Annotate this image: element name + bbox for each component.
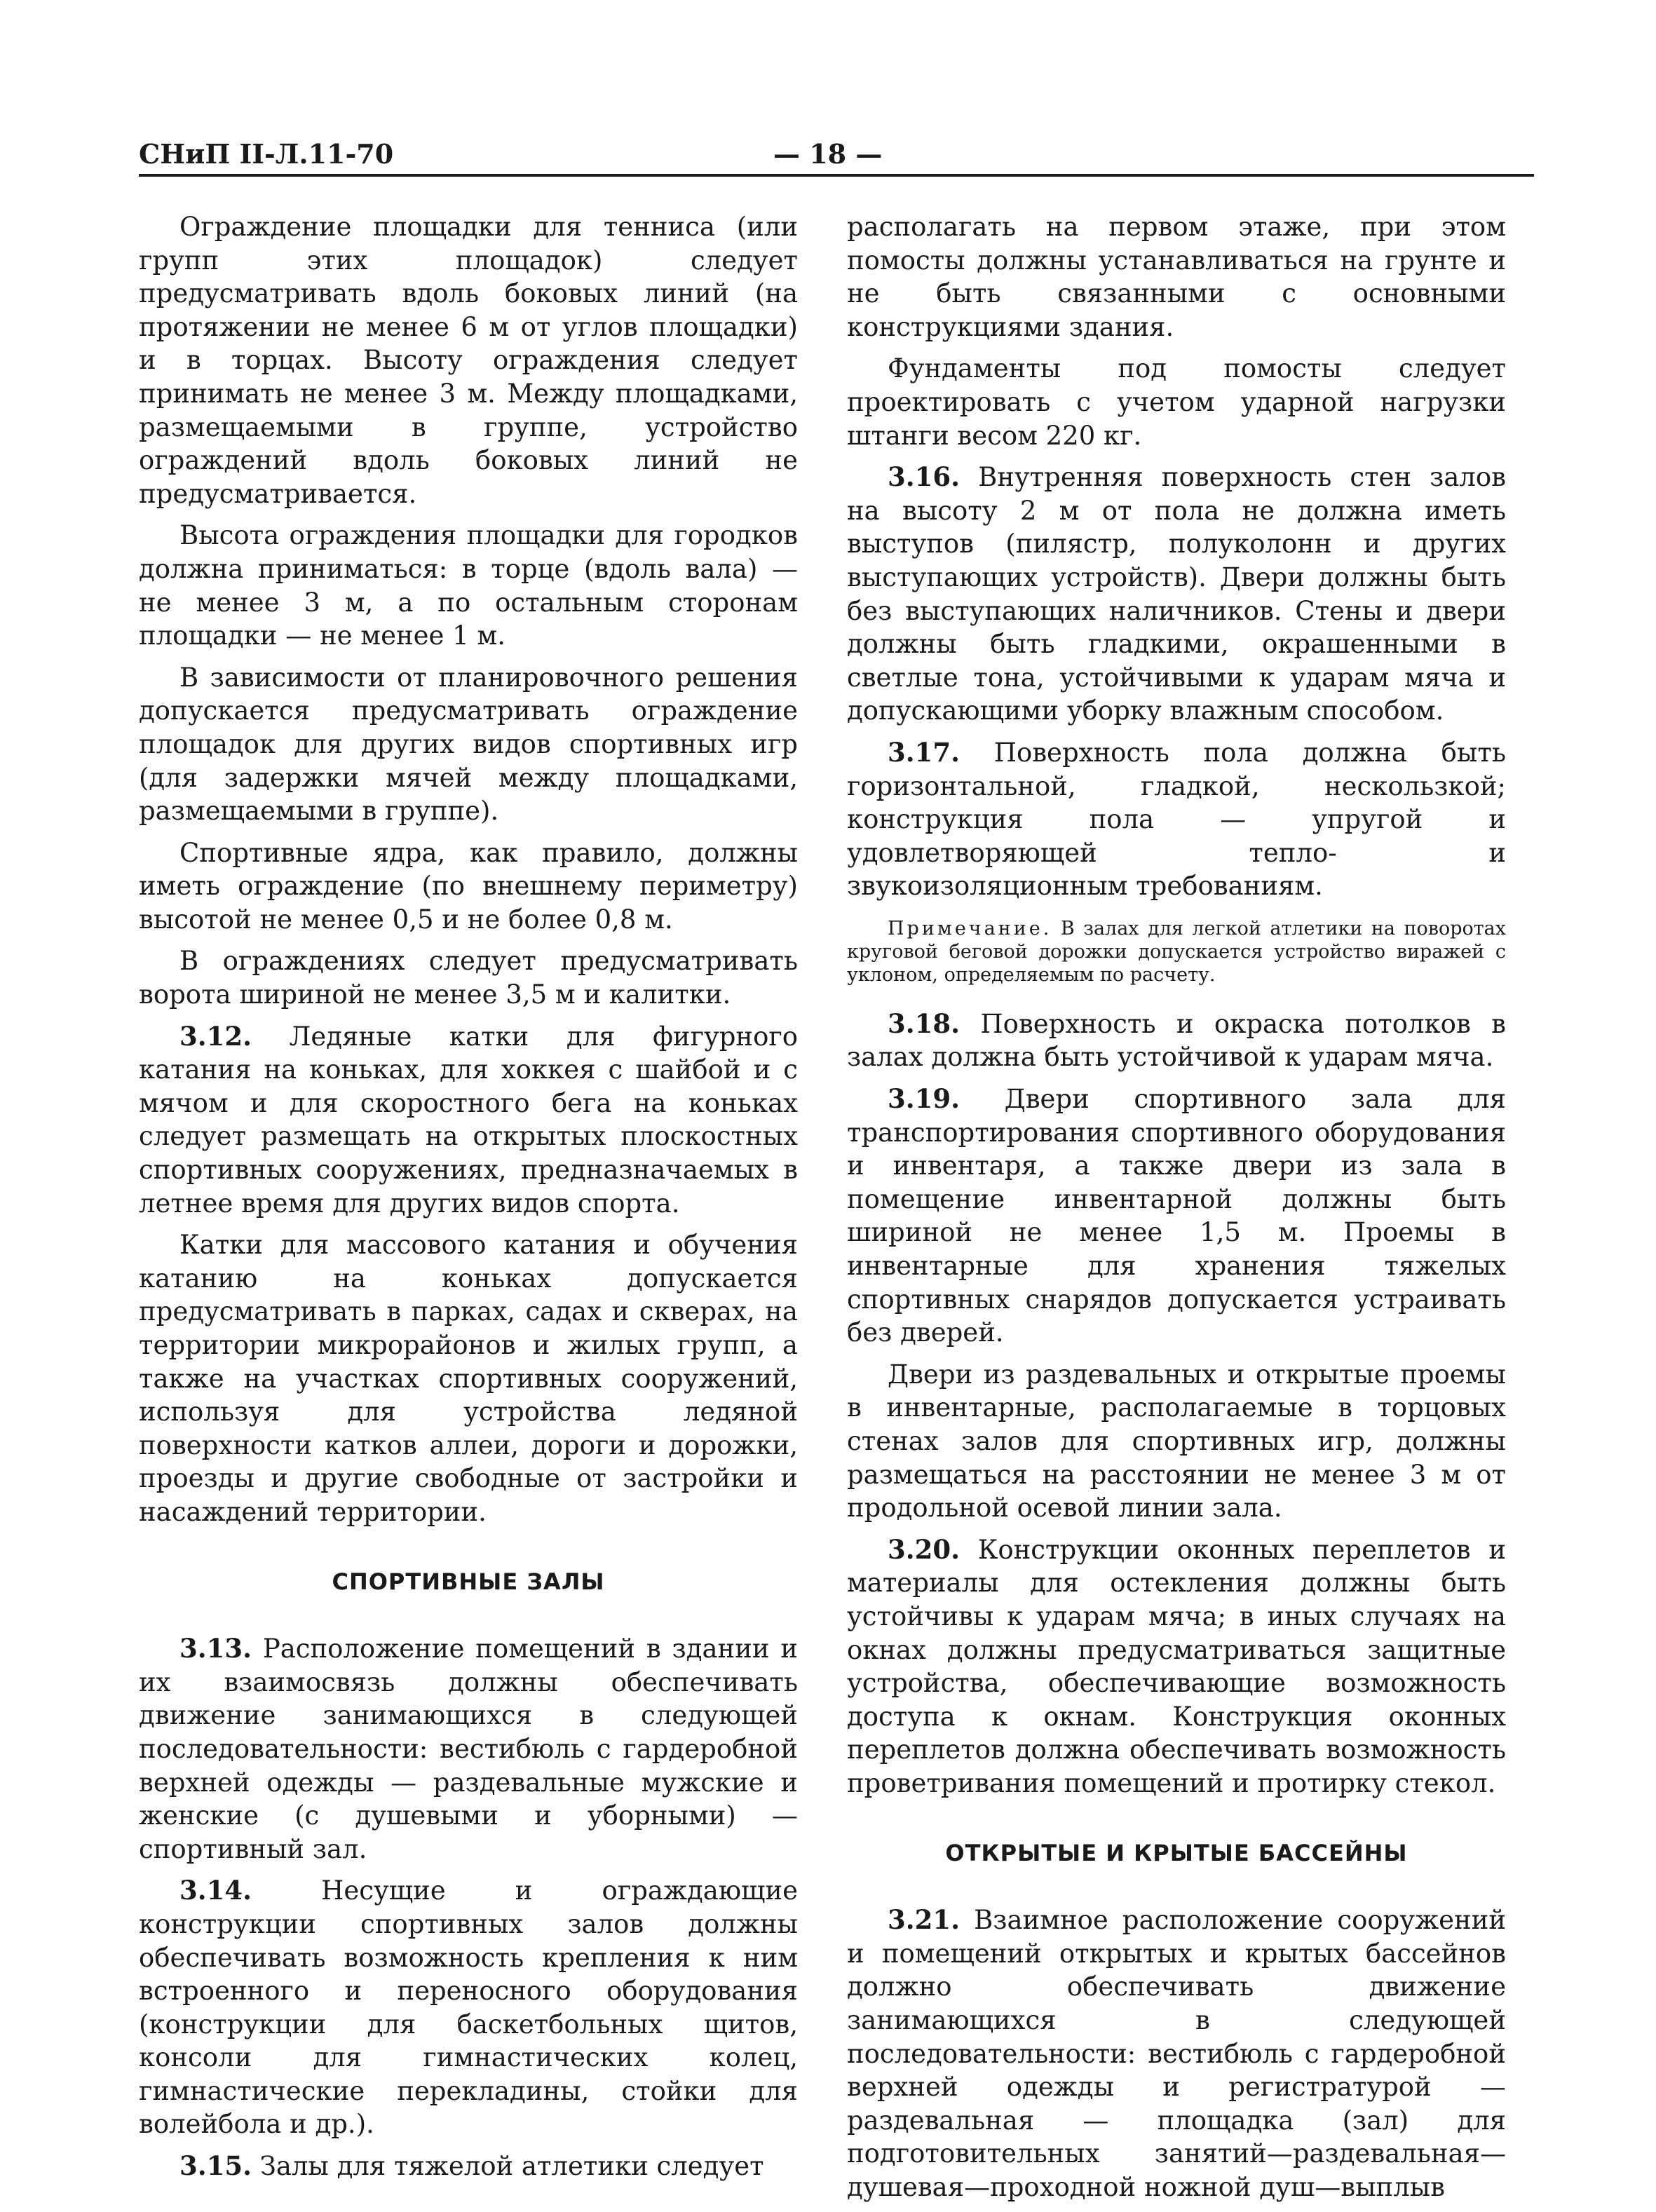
clause-text: Расположение помещений в здании и их взаимосвязь должны обеспечивать движение занимающихся в следующей последовательности: вестибюль с гардеробной верхней одежды — раздевальные мужские и женские (с душевыми и уборными) — спортивный зал. bbox=[139, 1634, 798, 1864]
paragraph: В зависимости от планировочного решения допускается предусматривать ограждение площадок для других видов спортивных игр (для задержки мячей между площадками, размещаемыми в группе). bbox=[139, 662, 798, 827]
clause-3-16 bbox=[847, 461, 1506, 728]
clause-text: Двери спортивного зала для транспортирования спортивного оборудования и инвентаря, а также двери из зала в помещение инвентарной должны быть шириной не менее 1,5 м. Проемы в инвентарные для хранения тяжелых спортивных снарядов допускается устраивать без дверей. bbox=[847, 1084, 1506, 1348]
clause-text: Поверхность пола должна быть горизонтальной, гладкой, нескользкой; конструкция пола — упругой и удовлетворяющей тепло- и звукоизоляционным требованиям. bbox=[847, 737, 1506, 902]
section-heading-sport-halls: СПОРТИВНЫЕ ЗАЛЫ bbox=[332, 1568, 605, 1595]
clause-number: 3.14. bbox=[179, 1875, 252, 1906]
paragraph: Высота ограждения площадки для городков должна приниматься: в торце (вдоль вала) — не менее 3 м, а по остальным сторонам площадки — не менее 1 м. bbox=[139, 520, 798, 651]
note-text: В залах для легкой атлетики на поворотах круговой беговой дорожки допускается устройство виражей с уклоном, определяемым по расчету. bbox=[847, 917, 1506, 986]
clause-3-17 bbox=[847, 736, 1506, 903]
clause-number: 3.20. bbox=[888, 1533, 960, 1565]
clause-number: 3.12. bbox=[179, 1020, 252, 1052]
clause-number: 3.19. bbox=[888, 1083, 960, 1115]
clause-3-19 bbox=[847, 1083, 1506, 1350]
note bbox=[847, 917, 1506, 986]
paragraph: располагать на первом этаже, при этом помосты должны устанавливаться на грунте и не быть связанными с основными конструкциями здания. bbox=[847, 212, 1506, 342]
paragraph: Двери из раздевальных и открытые проемы в инвентарные, располагаемые в торцовых стенах залов для спортивных игр, должны размещаться на расстоянии не менее 3 м от продольной осевой линии зала. bbox=[847, 1359, 1506, 1524]
clause-text: Залы для тяжелой атлетики следует bbox=[259, 2151, 764, 2182]
clause-number: 3.17. bbox=[888, 736, 960, 768]
paragraph: Ограждение площадки для тенниса (или групп этих площадок) следует предусматривать вдоль боковых линий (на протяжении не менее 6 м от углов площадки) и в торцах. Высоту ограждения следует принимать не менее 3 м. Между площадками, размещаемыми в группе, устройство ограждений вдоль боковых линий не предусматривается. bbox=[139, 212, 798, 509]
paragraph: Катки для массового катания и обучения катанию на коньках допускается предусматривать в парках, садах и скверах, на территории микрорайонов и жилых групп, а также на участках спортивных сооружений, используя для устройства ледяной поверхности катков аллеи, дороги и дорожки, проезды и другие свободные от застройки и насаждений территории. bbox=[139, 1230, 798, 1527]
clause-3-13 bbox=[139, 1632, 798, 1866]
paragraph: В ограждениях следует предусматривать ворота шириной не менее 3,5 м и калитки. bbox=[139, 946, 798, 1010]
clause-3-20 bbox=[847, 1533, 1506, 1800]
clause-number: 3.13. bbox=[179, 1633, 252, 1664]
clause-number: 3.21. bbox=[888, 1904, 960, 1936]
document-code: СНиП II-Л.11-70 bbox=[139, 138, 394, 170]
right-column bbox=[847, 210, 1506, 2212]
clause-3-12 bbox=[139, 1020, 798, 1221]
clause-text: Несущие и ограждающие конструкции спортивных залов должны обеспечивать возможность крепления к ним встроенного и переносного оборудования (конструкции для баскетбольных щитов, консоли для гимнастических колец, гимнастические перекладины, стойки для волейбола и др.). bbox=[139, 1875, 798, 2140]
clause-3-15 bbox=[139, 2150, 798, 2183]
page-number: — 18 — bbox=[773, 138, 883, 170]
left-column bbox=[139, 210, 798, 2192]
page-header bbox=[139, 132, 1534, 177]
section-heading-pools: ОТКРЫТЫЕ И КРЫТЫЕ БАССЕЙНЫ bbox=[945, 1839, 1408, 1866]
clause-number: 3.18. bbox=[888, 1007, 960, 1039]
clause-number: 3.16. bbox=[888, 461, 960, 493]
clause-number: 3.15. bbox=[179, 2150, 252, 2182]
clause-3-18 bbox=[847, 1007, 1506, 1074]
note-label: Примечание. bbox=[888, 917, 1052, 939]
clause-text: Ледяные катки для фигурного катания на коньках, для хоккея с шайбой и с мячом и для скоростного бега на коньках следует размещать на открытых плоскостных спортивных сооружениях, предназначаемых в летнее время для других видов спорта. bbox=[139, 1021, 799, 1219]
clause-text: Поверхность и окраска потолков в залах должна быть устойчивой к ударам мяча. bbox=[847, 1008, 1506, 1073]
paragraph: Фундаменты под помосты следует проектировать с учетом ударной нагрузки штанги весом 220 кг. bbox=[847, 353, 1506, 451]
clause-text: Внутренняя поверхность стен залов на высоту 2 м от пола не должна иметь выступов (пилястр, полуколонн и других выступающих устройств). Двери должны быть без выступающих наличников. Стены и двери должны быть гладкими, окрашенными в светлые тона, устойчивыми к ударам мяча и допускающими уборку влажным способом. bbox=[847, 462, 1506, 726]
clause-3-21 bbox=[847, 1904, 1506, 2204]
clause-text: Взаимное расположение сооружений и помещений открытых и крытых бассейнов должно обеспечивать движение занимающихся в следующей последовательности: вестибюль с гардеробной верхней одежды и регистратурой — раздевальная — площадка (зал) для подготовительных занятий—раздевальная—душевая—проходной ножной душ—выплыв bbox=[847, 1905, 1506, 2202]
clause-3-14 bbox=[139, 1874, 798, 2141]
clause-text: Конструкции оконных переплетов и материалы для остекления должны быть устойчивы к ударам мяча; в иных случаях на окнах должны предусматриваться защитные устройства, обеспечивающие возможность доступа к окнам. Конструкция оконных переплетов должна обеспечивать возможность проветривания помещений и протирку стекол. bbox=[847, 1534, 1506, 1798]
paragraph: Спортивные ядра, как правило, должны иметь ограждение (по внешнему периметру) высотой не менее 0,5 и не более 0,8 м. bbox=[139, 837, 798, 935]
